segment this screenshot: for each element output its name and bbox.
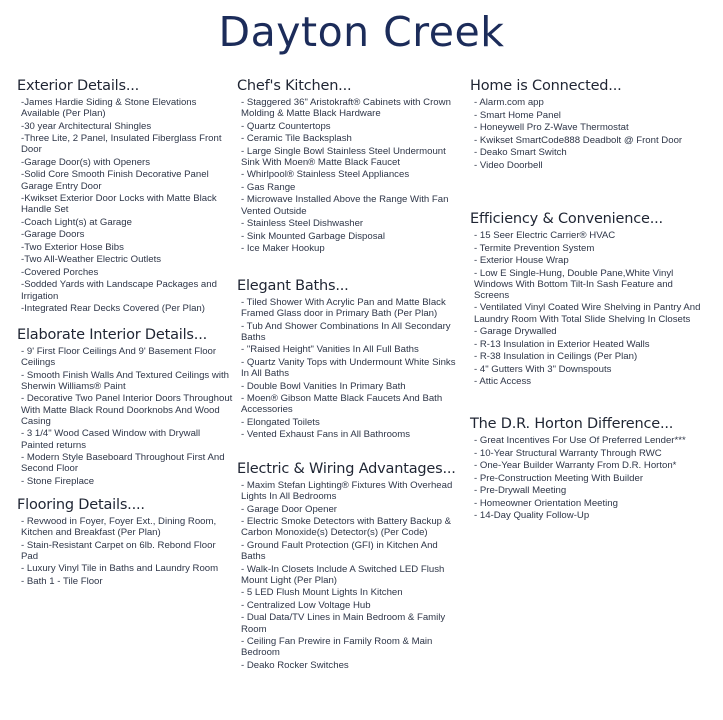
feature-item: - Great Incentives For Use Of Preferred Lender*** — [474, 435, 686, 446]
feature-item: - One-Year Builder Warranty From D.R. Horton* — [474, 460, 677, 471]
feature-item: - Double Bowl Vanities In Primary Bath — [241, 380, 406, 392]
section-heading: Electric & Wiring Advantages... — [237, 461, 456, 477]
section-chefs-kitchen — [237, 78, 459, 256]
feature-item: - Walk-In Closets Include A Switched LED Flush Mount Light (Per Plan) — [241, 563, 445, 586]
section-flooring-details — [17, 497, 235, 588]
feature-item: - Elongated Toilets — [241, 416, 320, 428]
feature-item: -Two Exterior Hose Bibs — [21, 241, 124, 253]
section-electric-wiring — [237, 461, 459, 672]
feature-item: -30 year Architectural Shingles — [21, 120, 152, 132]
feature-item: - Ceramic Tile Backsplash — [241, 133, 352, 145]
feature-item: - Modern Style Baseboard Throughout First And Second Floor — [21, 452, 225, 475]
feature-item: - 15 Seer Electric Carrier® HVAC — [474, 230, 616, 241]
feature-item: - Quartz Vanity Tops with Undermount White Sinks In All Baths — [241, 356, 456, 380]
feature-item: - Stain-Resistant Carpet on 6lb. Rebond Floor Pad — [21, 539, 216, 562]
feature-item: - Dual Data/TV Lines in Main Bedroom & Family Room — [241, 612, 446, 635]
feature-item: - 9' First Floor Ceilings And 9' Basement Floor Ceilings — [21, 346, 217, 369]
feature-item: - Quartz Countertops — [241, 120, 331, 132]
feature-item: - Luxury Vinyl Tile in Baths and Laundry Room — [21, 563, 219, 575]
feature-item: -Coach Light(s) at Garage — [21, 216, 132, 228]
feature-item: - 3 1/4" Wood Cased Window with Drywall Painted returns — [21, 428, 201, 451]
section-heading: Home is Connected... — [470, 78, 622, 94]
section-exterior-details — [17, 78, 235, 316]
feature-item: -James Hardie Siding & Stone Elevations Available (Per Plan) — [21, 97, 197, 120]
feature-item: - Termite Prevention System — [474, 242, 595, 254]
section-dr-horton-difference — [470, 416, 700, 523]
feature-item: - Decorative Two Panel Interior Doors Throughout With Matte Black Round Doorknobs And Wood Casing — [21, 393, 233, 427]
feature-item: - Garage Drywalled — [474, 326, 557, 338]
feature-item: - Honeywell Pro Z-Wave Thermostat — [474, 122, 629, 133]
section-heading: Efficiency & Convenience... — [470, 211, 663, 227]
feature-item: - Ground Fault Protection (GFI) in Kitchen And Baths — [241, 539, 438, 563]
feature-item: - Exterior House Wrap — [474, 255, 569, 266]
feature-item: - Low E Single-Hung, Double Pane,White Vinyl Windows With Bottom Tilt-In Sash Feature and Screens — [474, 267, 674, 301]
feature-item: - Tub And Shower Combinations In All Secondary Baths — [241, 320, 451, 343]
feature-item: - Video Doorbell — [474, 159, 543, 171]
feature-item: - Staggered 36" Aristokraft® Cabinets with Crown Molding & Matte Black Hardware — [241, 97, 451, 120]
section-heading: Elegant Baths... — [237, 278, 349, 294]
feature-item: - Ceiling Fan Prewire in Family Room & Main Bedroom — [241, 636, 433, 659]
feature-item: - Smart Home Panel — [474, 109, 561, 121]
feature-item: - Whirlpool® Stainless Steel Appliances — [241, 169, 410, 181]
feature-item: -Two All-Weather Electric Outlets — [21, 254, 162, 266]
feature-item: - 4" Gutters With 3" Downspouts — [474, 363, 612, 375]
feature-item: - Deako Rocker Switches — [241, 659, 349, 671]
feature-item: -Covered Porches — [21, 266, 99, 278]
feature-item: - 5 LED Flush Mount Lights In Kitchen — [241, 587, 403, 599]
feature-item: -Integrated Rear Decks Covered (Per Plan) — [21, 303, 205, 315]
feature-item: - Smooth Finish Walls And Textured Ceilings with Sherwin Williams® Paint — [21, 369, 229, 392]
section-elegant-baths — [237, 278, 459, 442]
section-home-connected — [470, 78, 700, 172]
feature-item: - "Raised Height" Vanities In All Full Baths — [241, 344, 419, 356]
feature-item: - 14-Day Quality Follow-Up — [474, 510, 590, 521]
page-title: Dayton Creek — [218, 8, 505, 56]
section-heading: Chef's Kitchen... — [237, 78, 352, 94]
feature-item: - Pre-Drywall Meeting — [474, 485, 567, 496]
feature-item: - Kwikset SmartCode888 Deadbolt @ Front Door — [474, 134, 683, 146]
feature-item: - Garage Door Opener — [241, 503, 337, 515]
feature-item: - Stainless Steel Dishwasher — [241, 218, 364, 230]
feature-item: - Maxim Stefan Lighting® Fixtures With Overhead Lights In All Bedrooms — [241, 480, 453, 503]
feature-item: - Bath 1 - Tile Floor — [21, 575, 103, 587]
feature-item: -Kwikset Exterior Door Locks with Matte Black Handle Set — [21, 193, 217, 216]
section-heading: Flooring Details.... — [17, 497, 145, 513]
feature-item: - R-13 Insulation in Exterior Heated Walls — [474, 338, 650, 350]
feature-item: -Solid Core Smooth Finish Decorative Panel Garage Entry Door — [21, 169, 209, 192]
feature-item: - Vented Exhaust Fans in All Bathrooms — [241, 429, 411, 441]
feature-item: - Attic Access — [474, 376, 532, 388]
section-heading: The D.R. Horton Difference... — [470, 416, 674, 432]
feature-item: -Sodded Yards with Landscape Packages and Irrigation — [21, 279, 217, 302]
feature-item: - Ice Maker Hookup — [241, 243, 325, 255]
section-heading: Exterior Details... — [17, 78, 140, 94]
section-interior-details — [17, 327, 235, 488]
feature-item: -Three Lite, 2 Panel, Insulated Fiberglass Front Door — [21, 133, 222, 156]
feature-item: - 10-Year Structural Warranty Through RWC — [474, 447, 662, 459]
feature-item: - Electric Smoke Detectors with Battery Backup & Carbon Monoxide(s) Detector(s) (Per Code) — [241, 516, 452, 539]
feature-item: - Microwave Installed Above the Range With Fan Vented Outside — [241, 194, 449, 217]
feature-item: - Large Single Bowl Stainless Steel Undermount Sink With Moen® Matte Black Faucet — [241, 145, 446, 168]
feature-item: - Ventilated Vinyl Coated Wire Shelving in Pantry And Laundry Room With Total Slide Shelving In Closets — [474, 302, 701, 325]
feature-item: - Alarm.com app — [474, 97, 544, 108]
feature-item: - Gas Range — [241, 181, 296, 193]
feature-item: - R-38 Insulation in Ceilings (Per Plan) — [474, 351, 638, 363]
feature-item: - Deako Smart Switch — [474, 147, 567, 158]
feature-item: - Stone Fireplace — [21, 475, 95, 487]
feature-item: - Revwood in Foyer, Foyer Ext., Dining Room, Kitchen and Breakfast (Per Plan) — [21, 516, 217, 539]
feature-item: -Garage Doors — [21, 229, 85, 241]
section-heading: Elaborate Interior Details... — [17, 327, 208, 343]
feature-item: - Sink Mounted Garbage Disposal — [241, 230, 385, 242]
feature-item: - Tiled Shower With Acrylic Pan and Matte Black Framed Glass door in Primary Bath (Per Plan) — [241, 297, 446, 320]
feature-item: - Centralized Low Voltage Hub — [241, 599, 371, 611]
feature-item: - Pre-Construction Meeting With Builder — [474, 472, 644, 484]
feature-item: - Moen® Gibson Matte Black Faucets And Bath Accessories — [241, 393, 443, 416]
feature-item: -Garage Door(s) with Openers — [21, 156, 151, 168]
section-efficiency-convenience — [470, 211, 706, 389]
feature-item: - Homeowner Orientation Meeting — [474, 497, 618, 509]
